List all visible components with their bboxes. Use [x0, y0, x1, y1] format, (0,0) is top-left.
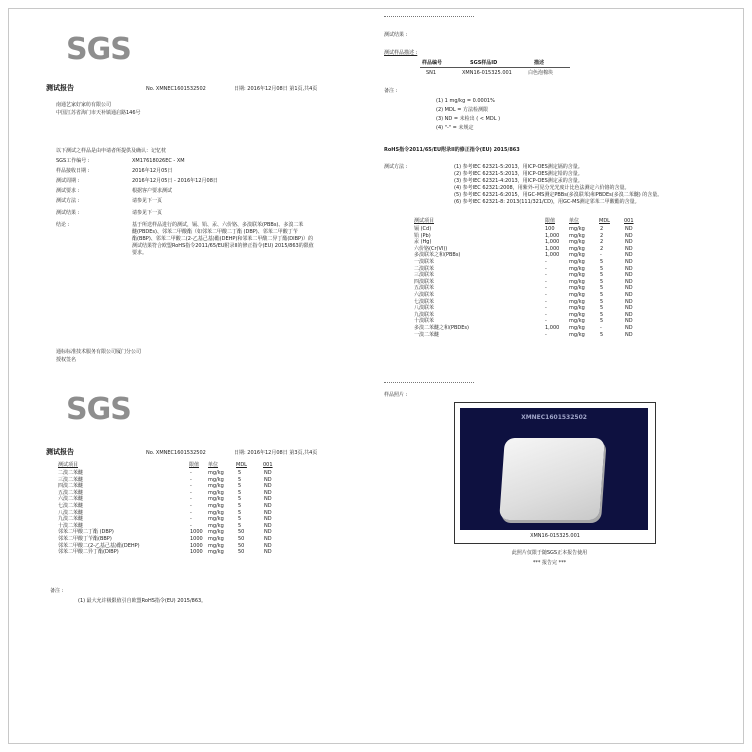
table-cell: ND: [625, 252, 633, 259]
method-label: 测试方法 :: [384, 164, 408, 170]
table-cell: 二溴二苯醚: [58, 470, 84, 476]
field-label: 样品接收日期 :: [56, 168, 90, 174]
table-cell: 50: [238, 536, 245, 542]
photo-report-number: XMNEC1601532502: [521, 414, 587, 421]
table-cell: ND: [625, 259, 633, 265]
table-row: [412, 332, 672, 339]
sample-header: 描述: [534, 60, 545, 66]
table-cell: ND: [625, 298, 633, 305]
table-cell: 邻苯二甲酸二丁酯 (DBP): [58, 529, 114, 536]
table-cell: mg/kg: [208, 522, 224, 529]
table-cell: -: [190, 522, 192, 529]
table-cell: 5: [238, 516, 242, 523]
table-cell: ND: [625, 239, 633, 246]
report-title: 测试报告: [46, 448, 74, 456]
table-cell: mg/kg: [569, 318, 585, 325]
table-cell: 5: [600, 278, 604, 285]
table-cell: mg/kg: [569, 331, 585, 338]
table-cell: ND: [625, 232, 633, 239]
table-cell: -: [545, 292, 547, 298]
table-cell: -: [545, 265, 547, 272]
table-cell: ND: [625, 278, 633, 285]
table-cell: 5: [238, 522, 242, 529]
footer-signature: 授权签名: [56, 357, 77, 363]
table-header: 限值: [545, 218, 556, 224]
page-top-rule: [384, 382, 474, 383]
sample-cell: SN1: [426, 70, 437, 76]
table-cell: 五溴联苯: [414, 285, 435, 292]
table-cell: mg/kg: [208, 489, 224, 496]
field-value: 2016年12月05日 - 2016年12月08日: [132, 178, 218, 184]
method-line: (6) 参考IEC 62321-8: 2013(111/321/CD)，用GC-MS测定邻苯二甲酸酯的含量。: [454, 199, 640, 205]
table-cell: ND: [625, 272, 633, 279]
field-label: 测试方法 :: [56, 198, 80, 204]
sample-photo: [460, 408, 648, 530]
table-header: 单位: [569, 218, 580, 224]
table-header: 001: [263, 462, 273, 468]
table-cell: mg/kg: [569, 311, 585, 318]
table-cell: 二溴联苯: [414, 265, 435, 272]
table-cell: 1,000: [545, 245, 560, 252]
table-header: 测试项目: [58, 462, 79, 468]
table-cell: 5: [600, 272, 604, 279]
field-value: 根据客户要求测试: [132, 188, 173, 194]
field-value: 2016年12月05日: [132, 168, 173, 174]
method-line: (5) 参考IEC 62321-6:2015，用GC-MS测定PBBs(多溴联苯)和PBDEs(多溴二苯醚) 的含量。: [454, 192, 663, 198]
foam-sample-image: [499, 438, 605, 520]
conclusion-line: 基于所送样品进行的测试，镉、铅、汞、六价铬、多溴联苯(PBBs)、多溴二苯: [132, 222, 304, 228]
table-cell: -: [545, 331, 547, 338]
table-cell: 1,000: [545, 232, 560, 239]
table-cell: -: [190, 483, 192, 490]
report-page-3: [38, 392, 358, 622]
page-top-rule: [384, 16, 474, 17]
table-cell: 2: [600, 245, 604, 252]
table-cell: ND: [264, 536, 272, 542]
table-cell: mg/kg: [569, 232, 585, 239]
table-cell: 5: [600, 311, 604, 318]
table-cell: -: [545, 259, 547, 265]
table-cell: mg/kg: [208, 496, 224, 503]
table-cell: 九溴二苯醚: [58, 516, 84, 523]
table-cell: 5: [600, 265, 604, 272]
sample-header: SGS样品ID: [470, 60, 498, 66]
table-header: 单位: [208, 462, 219, 468]
table-cell: 2: [600, 232, 604, 239]
note-line: (3) ND = 未检出 ( < MDL ): [436, 116, 501, 122]
field-value: XM17618026EC - XM: [132, 158, 185, 164]
table-cell: 镉 (Cd): [414, 226, 432, 232]
table-cell: ND: [264, 509, 272, 516]
table-cell: 八溴联苯: [414, 305, 435, 312]
report-date-page: 日期: 2016年12月08日 第1页,共4页: [234, 86, 318, 92]
table-cell: 六价铬(Cr(VI)): [414, 245, 448, 252]
table-cell: 5: [238, 470, 242, 476]
rohs-section-title: RoHS指令2011/65/EU附录II的修正指令(EU) 2015/863: [384, 147, 520, 153]
table-cell: mg/kg: [208, 476, 224, 483]
note-line: (1) 1 mg/kg = 0.0001%: [436, 98, 495, 104]
table-cell: 5: [238, 483, 242, 490]
table-cell: 5: [600, 259, 604, 265]
table-cell: 5: [600, 298, 604, 305]
table-cell: ND: [625, 265, 633, 272]
table-cell: -: [190, 516, 192, 523]
table-cell: 5: [238, 489, 242, 496]
table-cell: -: [545, 305, 547, 312]
table-cell: 六溴联苯: [414, 292, 435, 298]
table-cell: 十溴二苯醚: [58, 522, 84, 529]
table-cell: 邻苯二甲酸二(2-乙基己基)酯(DEHP): [58, 542, 140, 549]
client-address: 中国江苏省海门市天补镇通启路146号: [56, 110, 141, 116]
table-cell: mg/kg: [208, 509, 224, 516]
notes-label: 备注 :: [50, 588, 64, 594]
table-cell: mg/kg: [569, 272, 585, 279]
sample-photo-frame: [454, 402, 656, 544]
table-cell: 1,000: [545, 239, 560, 246]
table-cell: mg/kg: [569, 245, 585, 252]
table-cell: 一溴联苯: [414, 259, 435, 265]
table-cell: mg/kg: [569, 285, 585, 292]
table-cell: ND: [264, 470, 272, 476]
table-cell: 五溴二苯醚: [58, 489, 84, 496]
sample-header: 样品编号: [422, 60, 443, 66]
table-cell: 2: [600, 239, 604, 246]
table-cell: ND: [625, 226, 633, 232]
table-cell: ND: [264, 496, 272, 503]
sample-cell: 白色泡棉块: [528, 70, 554, 76]
table-cell: ND: [625, 285, 633, 292]
table-cell: mg/kg: [569, 292, 585, 298]
table-header: 001: [624, 218, 634, 224]
field-label: 测试周期 :: [56, 178, 80, 184]
conclusion-line: 酯(BBP)、邻苯二甲酸二(2-乙基己基)酯(DEHP)和邻苯二甲酸二异丁酯(DIBP)）的: [132, 236, 314, 242]
report-date-page: 日期: 2016年12月08日 第3页,共4页: [234, 450, 318, 456]
method-line: (4) 参考IEC 62321:2008，用紫外-可见分光光度计比色法测定六价铬的含量。: [454, 185, 630, 191]
table-cell: 七溴二苯醚: [58, 503, 84, 509]
table-cell: ND: [264, 542, 272, 549]
rohs-results-table: [412, 218, 672, 378]
table-cell: ND: [625, 311, 633, 318]
sample-desc-label: 测试样品描述 :: [384, 50, 418, 56]
table-cell: mg/kg: [569, 252, 585, 259]
field-label: SGS工作编号 :: [56, 158, 90, 164]
report-title: 测试报告: [46, 84, 74, 92]
table-cell: 5: [238, 509, 242, 516]
table-cell: mg/kg: [569, 305, 585, 312]
table-cell: mg/kg: [208, 516, 224, 523]
table-cell: mg/kg: [569, 325, 585, 331]
table-cell: mg/kg: [569, 278, 585, 285]
table-cell: 5: [600, 331, 604, 338]
table-cell: 多溴二苯醚之和(PBDEs): [414, 325, 469, 331]
table-cell: mg/kg: [208, 549, 224, 556]
conclusion-label: 结论 :: [56, 222, 70, 228]
table-cell: ND: [264, 549, 272, 556]
table-cell: ND: [625, 245, 633, 252]
table-cell: mg/kg: [208, 503, 224, 509]
table-cell: 四溴联苯: [414, 278, 435, 285]
table-cell: 邻苯二甲酸丁苄酯(BBP): [58, 536, 112, 542]
table-cell: 5: [238, 496, 242, 503]
field-label: 测试要求 :: [56, 188, 80, 194]
table-cell: 50: [238, 549, 245, 556]
table-cell: mg/kg: [569, 298, 585, 305]
note-line: (1) 最大允许极限值引自欧盟RoHS指令(EU) 2015/863。: [78, 598, 207, 604]
table-cell: -: [190, 470, 192, 476]
table-cell: mg/kg: [569, 239, 585, 246]
table-cell: 十溴联苯: [414, 318, 435, 325]
table-cell: -: [190, 509, 192, 516]
table-cell: ND: [625, 325, 633, 331]
table-cell: 七溴联苯: [414, 298, 435, 305]
table-cell: -: [545, 311, 547, 318]
table-cell: 九溴联苯: [414, 311, 435, 318]
report-number: No. XMNEC1601532502: [146, 450, 206, 456]
table-cell: 铅 (Pb): [414, 232, 431, 239]
table-cell: 5: [238, 503, 242, 509]
table-cell: 50: [238, 542, 245, 549]
field-value: 请参见下一页: [132, 198, 163, 204]
table-cell: -: [545, 298, 547, 305]
table-cell: -: [190, 489, 192, 496]
table-cell: ND: [625, 331, 633, 338]
table-cell: mg/kg: [569, 265, 585, 272]
sample-intro: 以下测试之样品是由申请者所提供及确认：记忆枕: [56, 148, 167, 154]
table-cell: 5: [600, 318, 604, 325]
photo-disclaimer: 此照片仅限于随SGS正本报告使用: [511, 550, 588, 556]
method-line: (1) 参考IEC 62321-5:2013，用ICP-OES测定镉的含量。: [454, 164, 583, 170]
conclusion-line: 醚(PBDEs)、邻苯二甲酸酯（如邻苯二甲酸二丁酯 (DBP)、邻苯二甲酸丁苄: [132, 229, 298, 235]
table-header: MDL: [599, 218, 610, 224]
table-cell: 1000: [190, 536, 203, 542]
table-cell: -: [600, 252, 602, 259]
table-cell: 八溴二苯醚: [58, 509, 84, 516]
conclusion-line: 要求。: [132, 250, 148, 256]
table-cell: ND: [264, 489, 272, 496]
table-cell: mg/kg: [208, 536, 224, 542]
table-cell: ND: [264, 516, 272, 523]
table-cell: mg/kg: [208, 483, 224, 490]
table-cell: -: [545, 285, 547, 292]
table-cell: 三溴二苯醚: [58, 476, 84, 483]
report-end: *** 报告完 ***: [532, 560, 567, 566]
photo-label: 样品照片 :: [384, 392, 408, 398]
table-cell: mg/kg: [569, 226, 585, 232]
table-cell: ND: [625, 318, 633, 325]
sample-table-rule: [420, 67, 570, 68]
table-cell: 2: [600, 226, 604, 232]
footer-company: 通标标准技术服务有限公司厦门分公司: [56, 349, 142, 355]
photo-caption: XMN16-015325.001: [530, 533, 580, 539]
table-cell: 5: [600, 285, 604, 292]
method-line: (3) 参考IEC 62321-4:2013，用ICP-OES测定汞的含量。: [454, 178, 583, 184]
table-cell: 三溴联苯: [414, 272, 435, 279]
method-line: (2) 参考IEC 62321-5:2013，用ICP-OES测定铅的含量。: [454, 171, 583, 177]
table-cell: ND: [264, 503, 272, 509]
notes-label: 备注 :: [384, 88, 398, 94]
table-cell: -: [600, 325, 602, 331]
table-header: MDL: [236, 462, 247, 468]
report-number: No. XMNEC1601532502: [146, 86, 206, 92]
table-header: 限值: [189, 462, 200, 468]
note-line: (4) "-" = 未规定: [436, 125, 474, 131]
table-cell: -: [545, 278, 547, 285]
table-cell: 1,000: [545, 325, 560, 331]
results-label: 测试结果 :: [384, 32, 408, 38]
table-cell: -: [190, 503, 192, 509]
table-cell: -: [190, 476, 192, 483]
sgs-logo: SGS: [66, 32, 131, 67]
table-cell: 5: [600, 305, 604, 312]
note-line: (2) MDL = 方法检测限: [436, 107, 488, 113]
table-cell: 汞 (Hg): [414, 239, 432, 246]
table-cell: ND: [625, 292, 633, 298]
field-label: 测试结果 :: [56, 210, 80, 216]
table-cell: ND: [264, 483, 272, 490]
field-value: 请参见下一页: [132, 210, 163, 216]
table-cell: ND: [625, 305, 633, 312]
table-cell: ND: [264, 529, 272, 536]
table-cell: mg/kg: [208, 542, 224, 549]
table-cell: mg/kg: [208, 529, 224, 536]
table-cell: 1,000: [545, 252, 560, 259]
table-cell: 邻苯二甲酸二异丁酯(DIBP): [58, 549, 119, 556]
table-cell: 5: [600, 292, 604, 298]
table-cell: 六溴二苯醚: [58, 496, 84, 503]
table-cell: 100: [545, 226, 555, 232]
table-row: [56, 549, 316, 556]
table-cell: 1000: [190, 529, 203, 536]
table-cell: 5: [238, 476, 242, 483]
table-cell: 50: [238, 529, 245, 536]
table-header: 测试项目: [414, 218, 435, 224]
report-page-4: [382, 380, 717, 580]
report-page-2: [382, 14, 717, 374]
table-cell: -: [190, 496, 192, 503]
table-cell: 四溴二苯醚: [58, 483, 84, 490]
table-cell: mg/kg: [208, 470, 224, 476]
phthalate-results-table: [56, 462, 316, 582]
table-cell: 1000: [190, 549, 203, 556]
table-cell: 1000: [190, 542, 203, 549]
table-cell: mg/kg: [569, 259, 585, 265]
client-name: 南通艺家好家纺有限公司: [56, 102, 112, 108]
table-cell: -: [545, 272, 547, 279]
table-cell: 多溴联苯之和(PBBs): [414, 252, 461, 259]
sgs-logo: SGS: [66, 392, 131, 427]
table-cell: 一溴二苯醚: [414, 331, 440, 338]
table-cell: -: [545, 318, 547, 325]
table-cell: ND: [264, 522, 272, 529]
report-page-1: [38, 24, 358, 374]
conclusion-line: 测试结果符合欧盟RoHS指令2011/65/EU附录II的修正指令(EU) 2015/863的限值: [132, 243, 314, 249]
table-cell: ND: [264, 476, 272, 483]
sample-cell: XMN16-015325.001: [462, 70, 512, 76]
